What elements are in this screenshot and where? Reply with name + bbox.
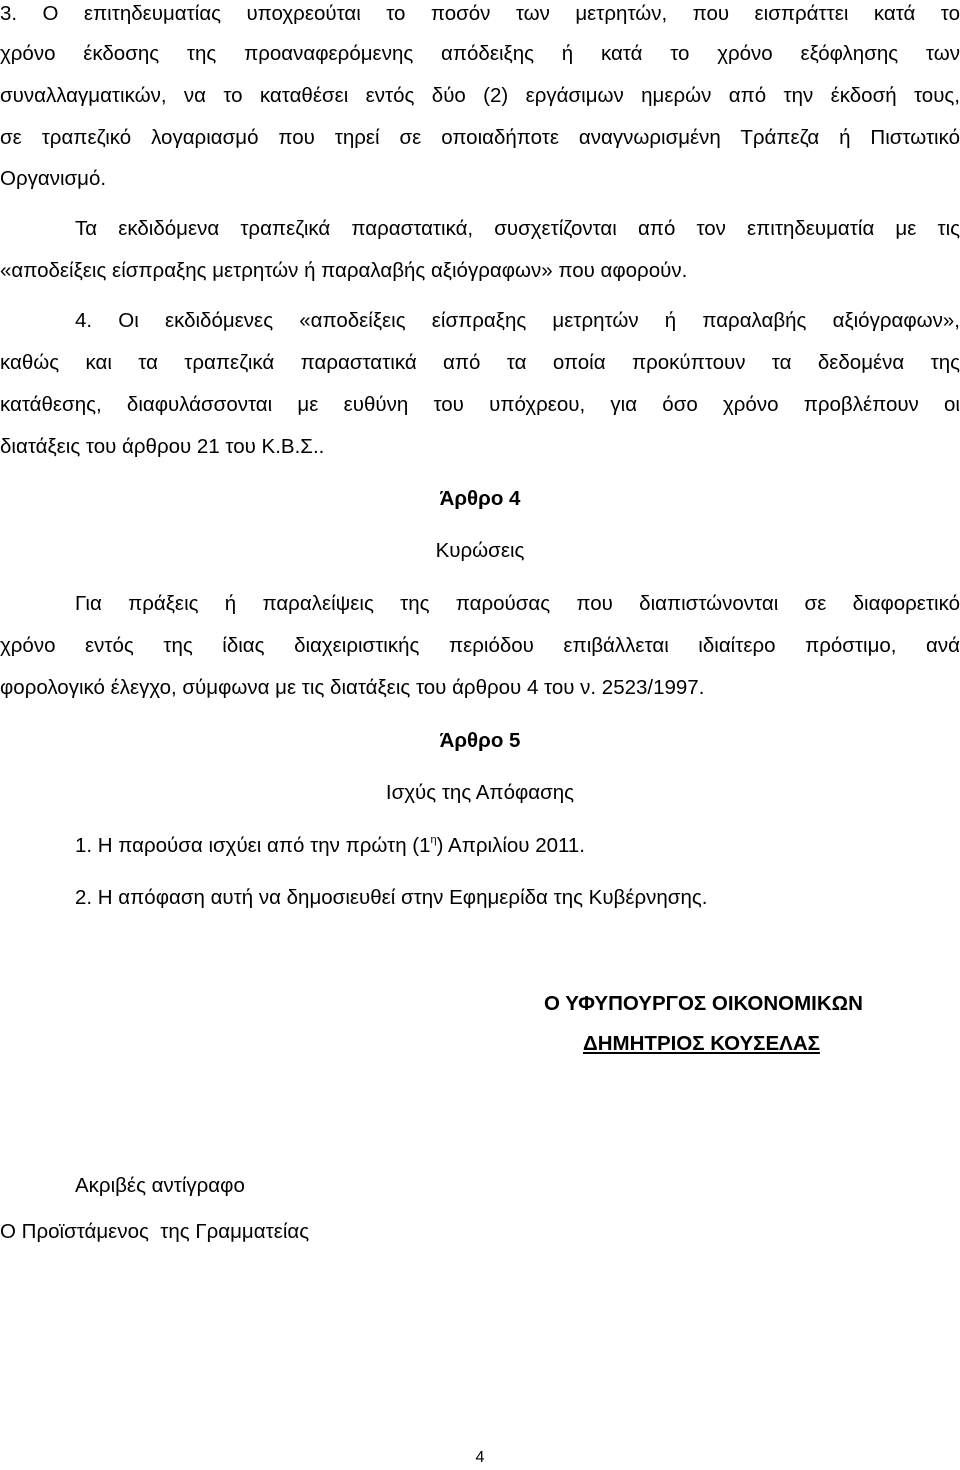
paragraph4-line-4: διατάξεις του άρθρου 21 του Κ.Β.Σ.. (0, 435, 325, 458)
article4-line-1: Για πράξεις ή παραλείψεις της παρούσας που διαπιστώνονται σε διαφορετικό (75, 592, 960, 615)
article5-heading: Άρθρο 5 (439, 729, 521, 752)
paragraph4-line-2: καθώς και τα τραπεζικά παραστατικά από τα οποία προκύπτουν τα δεδομένα της (0, 351, 960, 374)
article4-heading: Άρθρο 4 (439, 487, 521, 510)
article5-item-2: 2. Η απόφαση αυτή να δημοσιευθεί στην Εφημερίδα της Κυβέρνησης. (75, 886, 708, 909)
secretariat-head: Ο Προϊστάμενος της Γραμματείας (0, 1220, 310, 1243)
paragraph3-line-1: 3. Ο επιτηδευματίας υποχρεούται το ποσόν των μετρητών, που εισπράττει κατά το (0, 2, 960, 25)
signature-name: ΔΗΜΗΤΡΙΟΣ ΚΟΥΣΕΛΑΣ (583, 1032, 820, 1055)
paragraph3b-line-1: Τα εκδιδόμενα τραπεζικά παραστατικά, συσχετίζονται από τον επιτηδευματία με τις (75, 217, 960, 240)
paragraph4-line-3: κατάθεσης, διαφυλάσσονται με ευθύνη του υπόχρεου, για όσο χρόνο προβλέπουν οι (0, 393, 960, 416)
article5-item-1-date: ) Απριλίου 2011. (436, 834, 585, 857)
article5-item-1 (75, 832, 960, 860)
signature-title: Ο ΥΦΥΠΟΥΡΓΟΣ ΟΙΚΟΝΟΜΙΚΩΝ (544, 992, 863, 1015)
page-number: 4 (475, 1449, 485, 1466)
paragraph3-line-4: σε τραπεζικό λογαριασμό που τηρεί σε οποιαδήποτε αναγνωρισμένη Τράπεζα ή Πιστωτικό (0, 126, 960, 149)
article5-subtitle: Ισχύς της Απόφασης (385, 781, 575, 804)
article4-subtitle: Κυρώσεις (435, 539, 525, 562)
paragraph3-line-2: χρόνο έκδοσης της προαναφερόμενης απόδειξης ή κατά το χρόνο εξόφλησης των (0, 42, 960, 65)
article4-line-3: φορολογικό έλεγχο, σύμφωνα με τις διατάξεις του άρθρου 4 του ν. 2523/1997. (0, 676, 705, 699)
paragraph3-line-5: Οργανισμό. (0, 167, 107, 190)
paragraph3-line-3: συναλλαγματικών, να το καταθέσει εντός δύο (2) εργάσιμων ημερών από την έκδοσή τους, (0, 84, 960, 107)
paragraph4-line-1: 4. Οι εκδιδόμενες «αποδείξεις είσπραξης μετρητών ή παραλαβής αξιόγραφων», (75, 309, 960, 332)
article5-item-1-superscript: η (430, 834, 437, 846)
article4-line-2: χρόνο εντός της ίδιας διαχειριστικής περιόδου επιβάλλεται ιδιαίτερο πρόστιμο, ανά (0, 634, 960, 657)
paragraph3b-line-2: «αποδείξεις είσπραξης μετρητών ή παραλαβής αξιόγραφων» που αφορούν. (0, 259, 688, 282)
copy-note: Ακριβές αντίγραφο (75, 1174, 245, 1197)
article5-item-1-text: 1. Η παρούσα ισχύει από την πρώτη (1 (75, 834, 431, 857)
